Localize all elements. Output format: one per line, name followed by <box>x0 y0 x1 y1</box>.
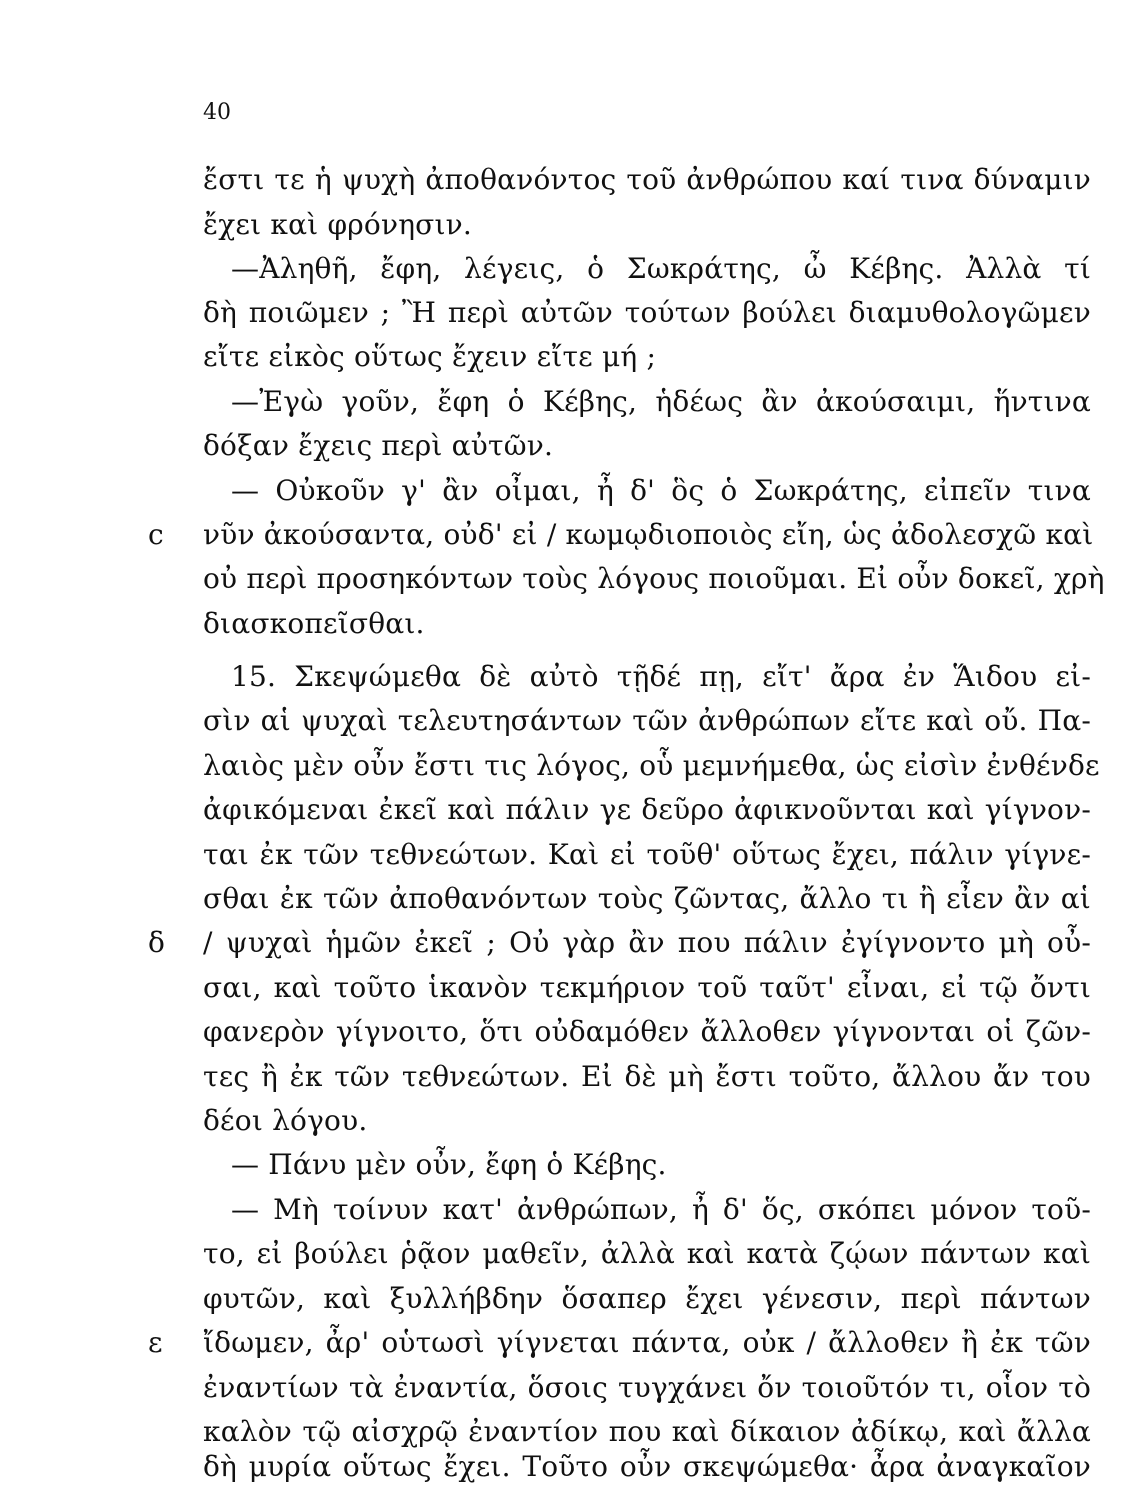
text-line: —Ἀληθῆ, ἔφη, λέγεις, ὁ Σωκράτης, ὦ Κέβης. Ἀλλὰ τί <box>231 252 1091 285</box>
text-line: φανερὸν γίγνοιτο, ὅτι οὐδαμόθεν ἄλλοθεν γίγνονται οἱ ζῶν- <box>203 1015 1091 1048</box>
margin-marker-d: δ <box>148 926 165 959</box>
text-line: ἔστι τε ἡ ψυχὴ ἀποθανόντος τοῦ ἀνθρώπου καί τινα δύναμιν <box>203 163 1091 196</box>
text-line: ἐναντίων τὰ ἐναντία, ὅσοις τυγχάνει ὄν τοιοῦτόν τι, οἷον τὸ <box>203 1371 1091 1404</box>
text-line: 15. Σκεψώμεθα δὲ αὐτὸ τῇδέ πῃ, εἴτ' ἄρα ἐν Ἅιδου εἰ- <box>231 660 1091 693</box>
text-line: οὐ περὶ προσηκόντων τοὺς λόγους ποιοῦμαι. Εἰ οὖν δοκεῖ, χρὴ <box>203 562 1105 595</box>
text-line: εἴτε εἰκὸς οὕτως ἔχειν εἴτε μή ; <box>203 340 657 373</box>
text-line: ἴδωμεν, ἆρ' οὑτωσὶ γίγνεται πάντα, οὐκ / ἄλλοθεν ἢ ἐκ τῶν <box>203 1326 1091 1359</box>
page-number: 40 <box>203 100 231 125</box>
text-line: — Πάνυ μὲν οὖν, ἔφη ὁ Κέβης. <box>231 1148 667 1181</box>
text-line: λαιὸς μὲν οὖν ἔστι τις λόγος, οὗ μεμνήμεθα, ὡς εἰσὶν ἐνθένδε <box>203 749 1100 782</box>
text-line: νῦν ἀκούσαντα, οὐδ' εἰ / κωμῳδιοποιὸς εἴη, ὡς ἀδολεσχῶ καὶ <box>203 518 1094 551</box>
text-line: ἔχει καὶ φρόνησιν. <box>203 208 472 241</box>
text-line: δέοι λόγου. <box>203 1104 368 1137</box>
text-line: φυτῶν, καὶ ξυλλήβδην ὅσαπερ ἔχει γένεσιν, περὶ πάντων <box>203 1282 1091 1315</box>
text-line: δὴ μυρία οὕτως ἔχει. Τοῦτο οὖν σκεψώμεθα· ἆρα ἀναγκαῖον <box>203 1450 1091 1483</box>
text-line: τες ἢ ἐκ τῶν τεθνεώτων. Εἰ δὲ μὴ ἔστι τοῦτο, ἄλλου ἄν του <box>203 1060 1091 1093</box>
text-line: — Οὐκοῦν γ' ἂν οἶμαι, ἦ δ' ὃς ὁ Σωκράτης, εἰπεῖν τινα <box>231 474 1091 507</box>
text-line: / ψυχαὶ ἡμῶν ἐκεῖ ; Οὐ γὰρ ἂν που πάλιν ἐγίγνοντο μὴ οὖ- <box>203 926 1091 959</box>
margin-marker-e: ε <box>148 1326 163 1359</box>
text-line: διασκοπεῖσθαι. <box>203 607 425 640</box>
text-line: — Μὴ τοίνυν κατ' ἀνθρώπων, ἦ δ' ὅς, σκόπει μόνον τοῦ- <box>231 1193 1091 1226</box>
text-line: σὶν αἱ ψυχαὶ τελευτησάντων τῶν ἀνθρώπων εἴτε καὶ οὔ. Πα- <box>203 704 1091 737</box>
text-line: καλὸν τῷ αἰσχρῷ ἐναντίον που καὶ δίκαιον ἀδίκῳ, καὶ ἄλλα <box>203 1415 1091 1448</box>
margin-marker-c: c <box>148 518 164 551</box>
text-line: ἀφικόμεναι ἐκεῖ καὶ πάλιν γε δεῦρο ἀφικνοῦνται καὶ γίγνον- <box>203 793 1091 826</box>
text-line: σαι, καὶ τοῦτο ἱκανὸν τεκμήριον τοῦ ταῦτ' εἶναι, εἰ τῷ ὄντι <box>203 971 1091 1004</box>
text-line: σθαι ἐκ τῶν ἀποθανόντων τοὺς ζῶντας, ἄλλο τι ἢ εἶεν ἂν αἱ <box>203 882 1091 915</box>
text-line: ται ἐκ τῶν τεθνεώτων. Καὶ εἰ τοῦθ' οὕτως ἔχει, πάλιν γίγνε- <box>203 838 1091 871</box>
text-line: —Ἐγὼ γοῦν, ἔφη ὁ Κέβης, ἡδέως ἂν ἀκούσαιμι, ἥντινα <box>231 385 1091 418</box>
text-line: το, εἰ βούλει ῥᾷον μαθεῖν, ἀλλὰ καὶ κατὰ ζῴων πάντων καὶ <box>203 1237 1091 1270</box>
text-line: δόξαν ἔχεις περὶ αὐτῶν. <box>203 429 554 462</box>
text-line: δὴ ποιῶμεν ; Ἢ περὶ αὐτῶν τούτων βούλει διαμυθολογῶμεν <box>203 296 1091 329</box>
